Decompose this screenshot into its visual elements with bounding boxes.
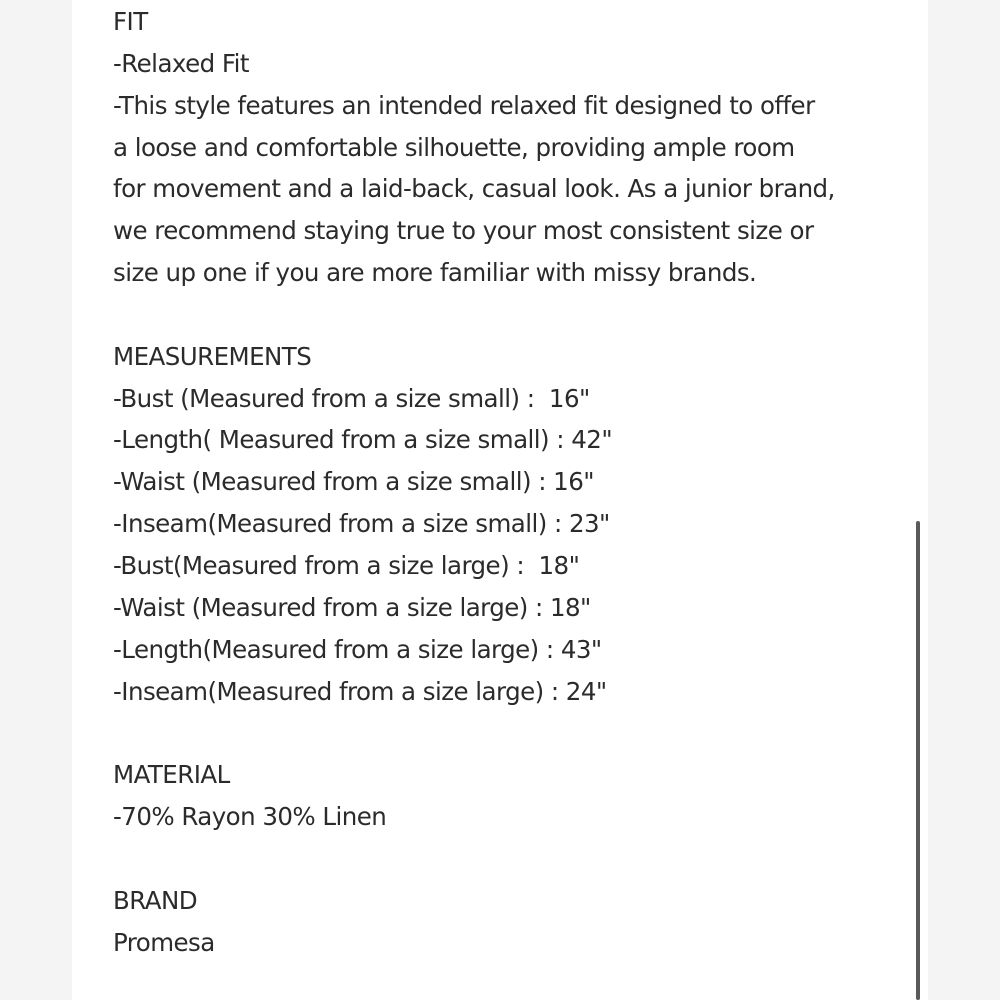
measurement-line: -Inseam(Measured from a size large) : 24" xyxy=(113,676,607,706)
measurement-line: -Length(Measured from a size large) : 43" xyxy=(113,634,602,664)
section-spacer xyxy=(113,712,903,754)
measurement-line: -Length( Measured from a size small) : 42" xyxy=(113,425,613,455)
measurement-line: -Waist (Measured from a size large) : 18" xyxy=(113,592,591,622)
material-heading: MATERIAL xyxy=(113,760,230,790)
fit-line: -This style features an intended relaxed fit designed to offer xyxy=(113,90,815,120)
fit-line: we recommend staying true to your most consistent size or xyxy=(113,216,814,246)
fit-heading: FIT xyxy=(113,7,148,36)
fit-line: for movement and a laid-back, casual look. As a junior brand, xyxy=(113,174,835,204)
measurement-line: -Inseam(Measured from a size small) : 23" xyxy=(113,509,610,539)
fit-line: -Relaxed Fit xyxy=(113,48,249,78)
fit-line: a loose and comfortable silhouette, providing ample room xyxy=(113,132,795,162)
measurement-line: -Waist (Measured from a size small) : 16" xyxy=(113,467,594,497)
measurement-line: -Bust(Measured from a size large) : 18" xyxy=(113,550,580,580)
section-spacer xyxy=(113,838,903,880)
measurements-heading: MEASUREMENTS xyxy=(113,341,312,371)
brand-heading: BRAND xyxy=(113,885,198,915)
section-spacer xyxy=(113,294,903,336)
material-value: -70% Rayon 30% Linen xyxy=(113,802,387,832)
measurement-line: -Bust (Measured from a size small) : 16" xyxy=(113,383,590,413)
product-description xyxy=(113,1,903,963)
fit-line: size up one if you are more familiar with missy brands. xyxy=(113,258,757,288)
brand-value: Promesa xyxy=(113,927,215,957)
scrollbar-thumb[interactable] xyxy=(916,521,920,1000)
